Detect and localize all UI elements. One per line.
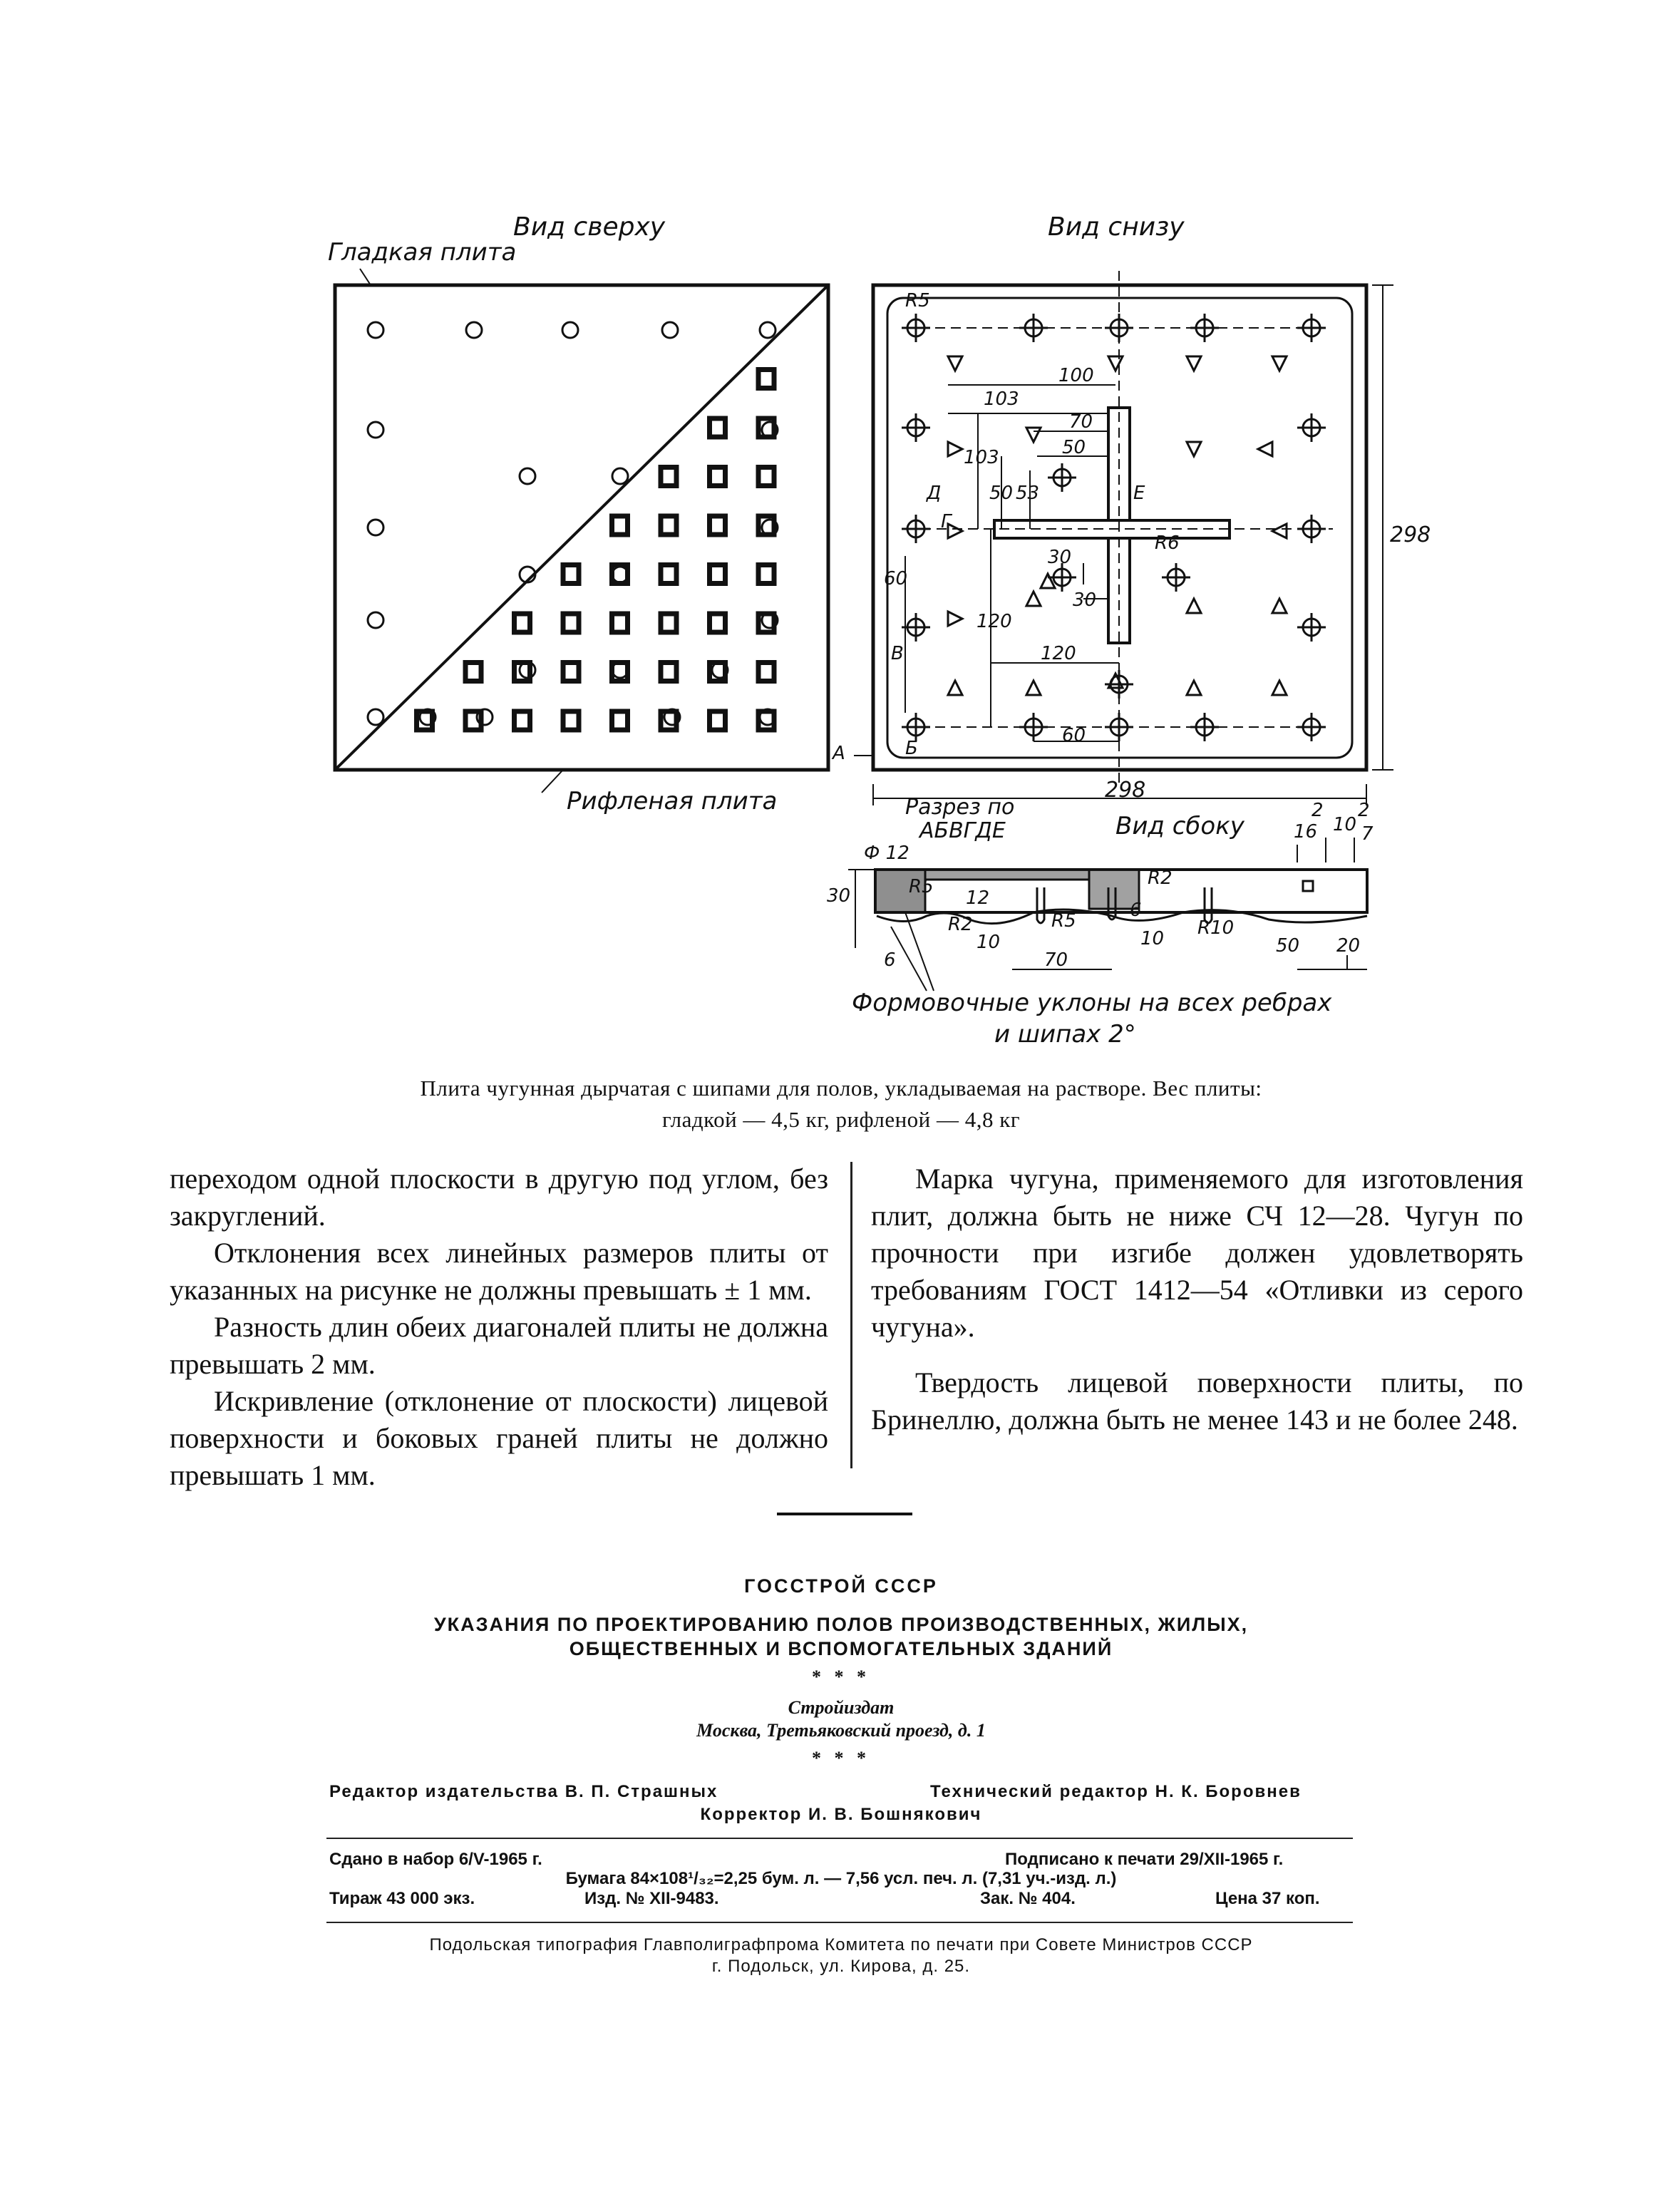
imprint-editor: Редактор издательства В. П. Страшных [329, 1782, 718, 1801]
letter-d: Д [927, 483, 942, 504]
left-paragraph-1: переходом одной плоскости в другую под углом, без закруглений. [170, 1163, 828, 1232]
square-hole [417, 711, 433, 730]
imprint-title-line-2: ОБЩЕСТВЕННЫХ И ВСПОМОГАТЕЛЬНЫХ ЗДАНИЙ [569, 1638, 1113, 1659]
dim-12: 12 [966, 887, 990, 909]
technical-drawing [0, 0, 1680, 1062]
imprint-printer-2: г. Подольск, ул. Кирова, д. 25. [711, 1957, 971, 1976]
dim-r5b: R5 [1051, 910, 1076, 932]
square-hole [661, 711, 676, 730]
column-divider [850, 1162, 852, 1468]
dim-60h: 60 [1062, 725, 1086, 746]
stud-target [902, 413, 930, 442]
square-hole [758, 468, 774, 486]
square-hole [758, 663, 774, 681]
letter-a: А [833, 743, 845, 764]
square-hole [758, 516, 774, 535]
dim-7: 7 [1361, 823, 1374, 845]
letter-e: Е [1133, 483, 1145, 504]
dim-100: 100 [1058, 365, 1094, 386]
ribbed-plate-label: Рифленая плита [567, 787, 778, 815]
dim-70: 70 [1069, 411, 1093, 433]
right-paragraph-2: Твердость лицевой поверхности плиты, по Бринеллю, должна быть не менее 143 и не более 248. [871, 1366, 1523, 1436]
stud-target [1297, 314, 1326, 342]
dim-2a: 2 [1311, 800, 1324, 821]
imprint-corrector: Корректор И. В. Бошнякович [700, 1805, 982, 1824]
dim-r5s: R5 [909, 876, 934, 897]
dim-50s: 50 [1276, 935, 1300, 957]
letter-g: Г [941, 511, 952, 532]
dim-2b: 2 [1358, 800, 1370, 821]
square-hole [612, 614, 628, 632]
imprint-signed: Подписано к печати 29/XII-1965 г. [1005, 1850, 1284, 1869]
section-side-view [848, 838, 1367, 991]
section-label-1: Разрез по [905, 795, 1015, 820]
imprint-sent: Сдано в набор 6/V-1965 г. [329, 1850, 542, 1869]
imprint-paper: Бумага 84×108¹/₃₂=2,25 бум. л. — 7,56 усл. печ. л. (7,31 уч.-изд. л.) [565, 1869, 1117, 1888]
stud-target [1297, 515, 1326, 543]
dim-10a: 10 [976, 932, 1001, 953]
dim-53: 53 [1016, 483, 1040, 504]
dim-6a: 6 [884, 949, 896, 971]
square-hole [710, 711, 726, 730]
stud-target [1019, 713, 1048, 741]
stud-target [1297, 713, 1326, 741]
square-hole [563, 614, 579, 632]
right-column [871, 1160, 1523, 1438]
side-view-label: Вид сбоку [1115, 812, 1244, 840]
square-hole [515, 711, 530, 730]
bottom-view-plate [854, 271, 1393, 805]
dim-30b: 30 [1073, 589, 1097, 611]
draft-note-2: и шипах 2° [994, 1020, 1136, 1049]
square-hole [563, 663, 579, 681]
stud-target [902, 314, 930, 342]
left-paragraph-2: Отклонения всех линейных размеров плиты от указанных на рисунке не должны превышать ± 1 мм. [170, 1237, 828, 1306]
imprint-tech-editor: Технический редактор Н. К. Боровнев [930, 1782, 1302, 1801]
dim-r5: R5 [905, 290, 930, 311]
letter-b: Б [905, 738, 918, 759]
dim-298v: 298 [1390, 522, 1431, 547]
square-hole [758, 614, 774, 632]
imprint-title [214, 1612, 1468, 1661]
imprint-title-line-1: УКАЗАНИЯ ПО ПРОЕКТИРОВАНИЮ ПОЛОВ ПРОИЗВОДСТВЕННЫХ, ЖИЛЫХ, [433, 1614, 1249, 1635]
square-hole [612, 711, 628, 730]
square-hole [758, 418, 774, 437]
square-hole [612, 516, 628, 535]
dim-298h: 298 [1105, 778, 1146, 803]
stud-target [1162, 563, 1190, 592]
square-hole [710, 516, 726, 535]
square-hole [758, 370, 774, 388]
dim-phi12: Ф 12 [864, 843, 909, 864]
left-column [170, 1160, 828, 1494]
stud-target [1105, 314, 1133, 342]
stud-target [1190, 713, 1219, 741]
dim-20: 20 [1336, 935, 1361, 957]
dim-6b: 6 [1130, 900, 1142, 921]
square-hole [758, 711, 774, 730]
dim-16: 16 [1294, 821, 1318, 843]
view-bottom-label: Вид снизу [1048, 212, 1185, 242]
top-view-plate [335, 269, 828, 793]
figure-caption [214, 1073, 1468, 1135]
square-hole [758, 565, 774, 584]
draft-note-1: Формовочные уклоны на всех ребрах [852, 989, 1332, 1017]
dim-50: 50 [1062, 437, 1086, 458]
stud-target [1048, 463, 1076, 492]
dim-60v: 60 [884, 568, 908, 589]
imprint-stars-1: * * * [812, 1667, 870, 1687]
imprint-run: Тираж 43 000 экз. [329, 1889, 475, 1908]
square-hole [661, 468, 676, 486]
square-hole [563, 711, 579, 730]
imprint-rule-1 [326, 1838, 1353, 1839]
imprint-price: Цена 37 коп. [1215, 1889, 1320, 1908]
publisher-name: Стройиздат [788, 1697, 895, 1718]
stud-target [1297, 413, 1326, 442]
stud-target [1019, 314, 1048, 342]
dim-10b: 10 [1140, 928, 1165, 949]
stud-target [902, 515, 930, 543]
square-hole [661, 565, 676, 584]
dim-70s: 70 [1044, 949, 1068, 971]
dim-r10: R10 [1197, 917, 1235, 939]
stud-target [1297, 613, 1326, 642]
imprint-publisher [214, 1696, 1468, 1742]
imprint-order: Зак. № 404. [980, 1889, 1076, 1908]
section-separator [777, 1513, 912, 1515]
square-hole [710, 614, 726, 632]
square-hole [710, 565, 726, 584]
square-hole [465, 663, 481, 681]
left-paragraph-4: Искривление (отклонение от плоскости) лицевой поверхности и боковых граней плиты не должно превышать 1 мм. [170, 1385, 828, 1491]
dim-r2a: R2 [948, 914, 973, 935]
smooth-plate-label: Гладкая плита [328, 238, 517, 267]
right-paragraph-1: Марка чугуна, применяемого для изготовления плит, должна быть не ниже СЧ 12—28. Чугун по прочности при изгибе должен удовлетворять требованиям ГОСТ 1412—54 «Отливки из серого чугуна». [871, 1163, 1523, 1343]
dim-50v: 50 [989, 483, 1014, 504]
imprint-org: ГОССТРОЙ СССР [744, 1575, 938, 1597]
square-hole [661, 516, 676, 535]
square-hole [465, 711, 481, 730]
letter-v: В [891, 643, 904, 664]
section-label-2: АБВГДЕ [919, 818, 1006, 843]
imprint-stars-2: * * * [812, 1748, 870, 1768]
caption-line-2: гладкой — 4,5 кг, рифленой — 4,8 кг [661, 1107, 1021, 1132]
publisher-address: Москва, Третьяковский проезд, д. 1 [696, 1720, 986, 1741]
caption-line-1: Плита чугунная дырчатая с шипами для полов, укладываемая на растворе. Вес плиты: [420, 1076, 1262, 1101]
square-hole [710, 468, 726, 486]
dim-10c: 10 [1333, 814, 1357, 835]
square-hole [710, 418, 726, 437]
dim-r6: R6 [1155, 532, 1180, 554]
dim-103v: 103 [964, 447, 999, 468]
dim-r2b: R2 [1148, 867, 1173, 889]
stud-target [1190, 314, 1219, 342]
imprint-rule-2 [326, 1922, 1353, 1923]
view-top-label: Вид сверху [513, 212, 666, 242]
square-hole [661, 614, 676, 632]
dim-120h: 120 [1041, 643, 1076, 664]
imprint-izd: Изд. № XII-9483. [584, 1889, 719, 1908]
stud-target [902, 713, 930, 741]
imprint-printer-1: Подольская типография Главполиграфпрома Комитета по печати при Совете Министров СССР [429, 1935, 1253, 1954]
left-paragraph-3: Разность длин обеих диагоналей плиты не должна превышать 2 мм. [170, 1311, 828, 1380]
stud-target [1105, 713, 1133, 741]
dim-30s: 30 [827, 885, 851, 907]
square-hole [661, 663, 676, 681]
dim-120v: 120 [976, 611, 1012, 632]
square-hole [515, 614, 530, 632]
dim-103: 103 [984, 388, 1019, 410]
square-hole [563, 565, 579, 584]
dim-30a: 30 [1048, 547, 1072, 568]
